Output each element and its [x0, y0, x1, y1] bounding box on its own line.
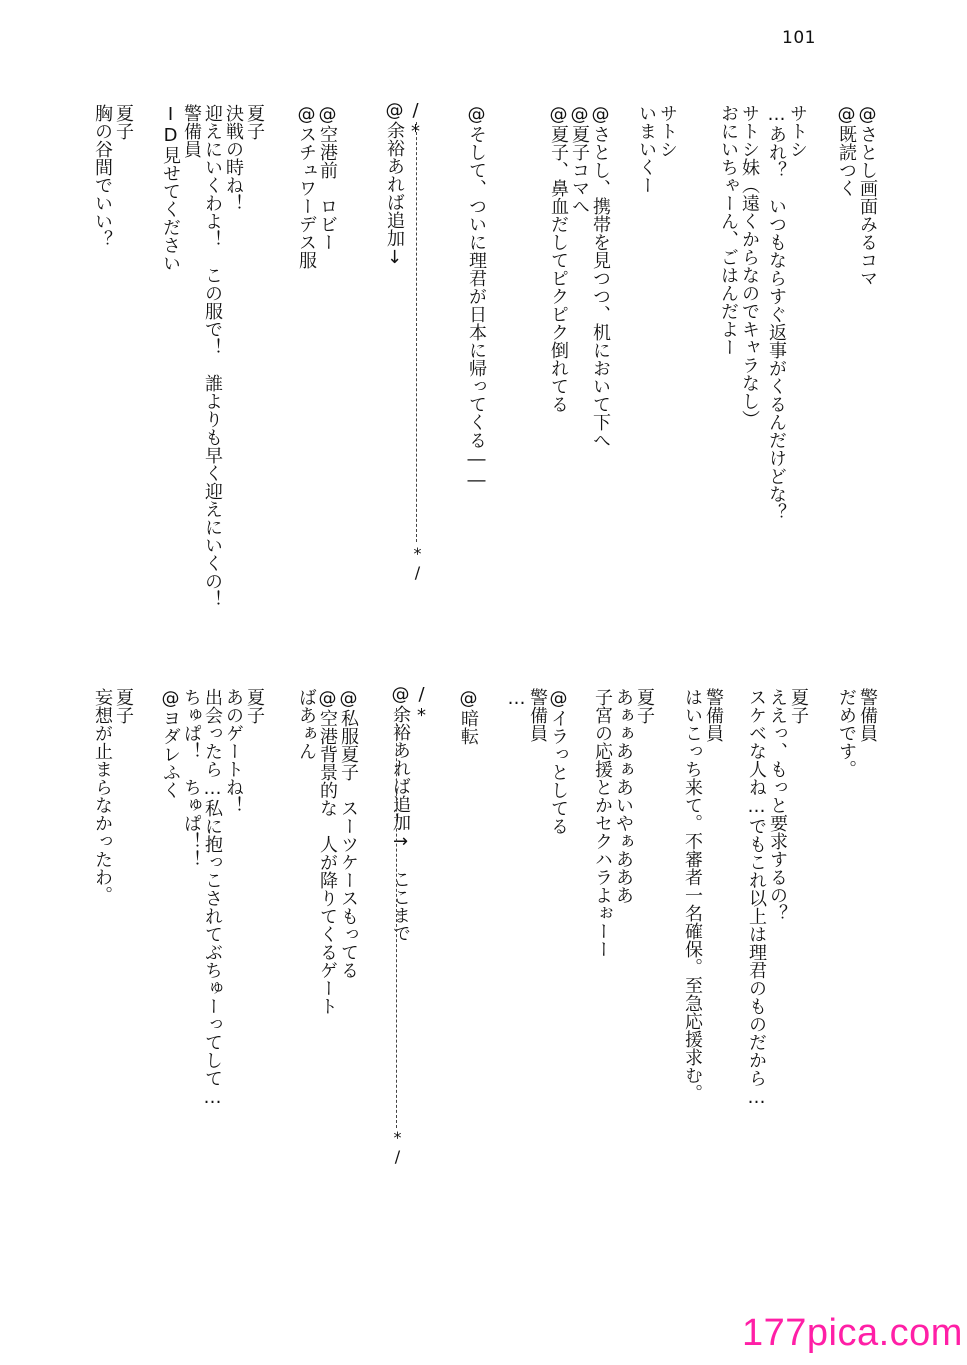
dialogue-line: おにいちゃーん、ごはんだよー [718, 104, 739, 356]
direction-line: @暗転 [458, 688, 479, 745]
speaker-name: 警備員 [703, 688, 724, 742]
speaker-name: サトシ [787, 104, 808, 158]
speaker-name: サトシ [657, 104, 678, 158]
dialogue-line: あぁぁあぁあいやぁあああ [613, 688, 634, 904]
dialogue-line: はいこっち来て。不審者一名確保。至急応援求む。 [682, 688, 703, 1102]
dialogue-line: ちゅぱ！ ちゅぱ！！ [181, 688, 202, 868]
speaker-name: 警備員 [857, 688, 878, 742]
dialogue-line: 妄想が止まらなかったわ。 [92, 688, 113, 904]
direction-line: @さとし、携帯を見つつ、机において下へ [590, 104, 611, 449]
script-block [384, 100, 426, 268]
script-block [718, 104, 760, 428]
direction-line: @私服夏子 スーツケースもってる [338, 688, 359, 979]
script-block [636, 104, 678, 194]
dialogue-line: スケベな人ね…でもこれ以上は理君のものだから… [746, 688, 767, 1108]
speaker-name: 夏子 [113, 688, 134, 724]
script-block [92, 688, 134, 904]
direction-line: @空港背景的な 人が降りてくるゲート [317, 688, 338, 1015]
direction-line: @夏子、鼻血だしてピクピク倒れてる [548, 104, 569, 413]
dialogue-line: 胸の谷間でいい？ [92, 104, 113, 248]
sound-effect: ばあぁん [296, 688, 317, 760]
dialogue-line: あのゲートね！ [223, 688, 244, 814]
script-block [458, 688, 479, 745]
script-block [682, 688, 724, 1102]
direction-line: @スチュワーデス服 [296, 104, 317, 269]
speaker-name: 警備員 [181, 104, 202, 158]
dialogue-line: だめです。 [836, 688, 857, 778]
script-block [548, 104, 611, 449]
dashed-rule [416, 122, 417, 542]
speaker-name: 夏子 [113, 104, 134, 140]
script-block [746, 688, 809, 1108]
script-block [766, 104, 808, 521]
script-block [506, 688, 569, 835]
speaker-name: 夏子 [788, 688, 809, 724]
direction-line: @夏子コマへ [569, 104, 590, 215]
script-block [160, 104, 265, 608]
direction-line: @そして、ついに理君が日本に帰ってくる―― [466, 104, 487, 491]
script-block [466, 104, 487, 491]
comment-marker-end: */ [388, 1128, 407, 1166]
script-block [592, 688, 655, 958]
comment-marker-end: */ [408, 544, 427, 582]
script-line: @さとし画面みるコマ [857, 104, 878, 287]
dialogue-line: ID見せてください [160, 104, 181, 272]
direction-line: @余裕あれば追加→ ここまで [390, 684, 411, 942]
speaker-name: 夏子 [244, 688, 265, 724]
dialogue-line: 子宮の応援とかセクハラよぉーー [592, 688, 613, 958]
speaker-name: サトシ妹（遠くからなのでキャラなし） [739, 104, 760, 428]
script-block [296, 688, 359, 1015]
script-block [836, 104, 878, 287]
dialogue-line: 決戦の時ね！ [223, 104, 244, 212]
script-block [836, 688, 878, 778]
speaker-name: 夏子 [634, 688, 655, 724]
comment-marker-start: /* [405, 100, 426, 142]
dialogue-line: 出会ったら…私に抱っこされてぶちゅーってして… [202, 688, 223, 1108]
direction-line: @ヨダレふく [160, 688, 181, 799]
script-line: @既読つく [836, 104, 857, 197]
dialogue-line: … [506, 688, 527, 709]
comment-marker-start: /* [411, 684, 432, 726]
dialogue-line: いまいくー [636, 104, 657, 194]
direction-line: @イラっとしてる [548, 688, 569, 835]
script-block [92, 104, 134, 248]
dialogue-line: …あれ？ いつもならすぐ返事がくるんだけどな？ [766, 104, 787, 521]
dialogue-line: ええっ、もっと要求するの？ [767, 688, 788, 922]
watermark-text: 177pica.com [742, 1312, 963, 1354]
direction-line: @余裕あれば追加↓ [384, 100, 405, 268]
dialogue-line: 迎えにいくわよ！ この服で！ 誰よりも早く迎えにいくの！ [202, 104, 223, 608]
page-number: 101 [782, 28, 816, 48]
speaker-name: 夏子 [244, 104, 265, 140]
dashed-rule [396, 708, 397, 1128]
script-block [296, 104, 338, 269]
speaker-name: 警備員 [527, 688, 548, 742]
direction-line: @空港前 ロビー [317, 104, 338, 251]
script-block [160, 688, 265, 1108]
